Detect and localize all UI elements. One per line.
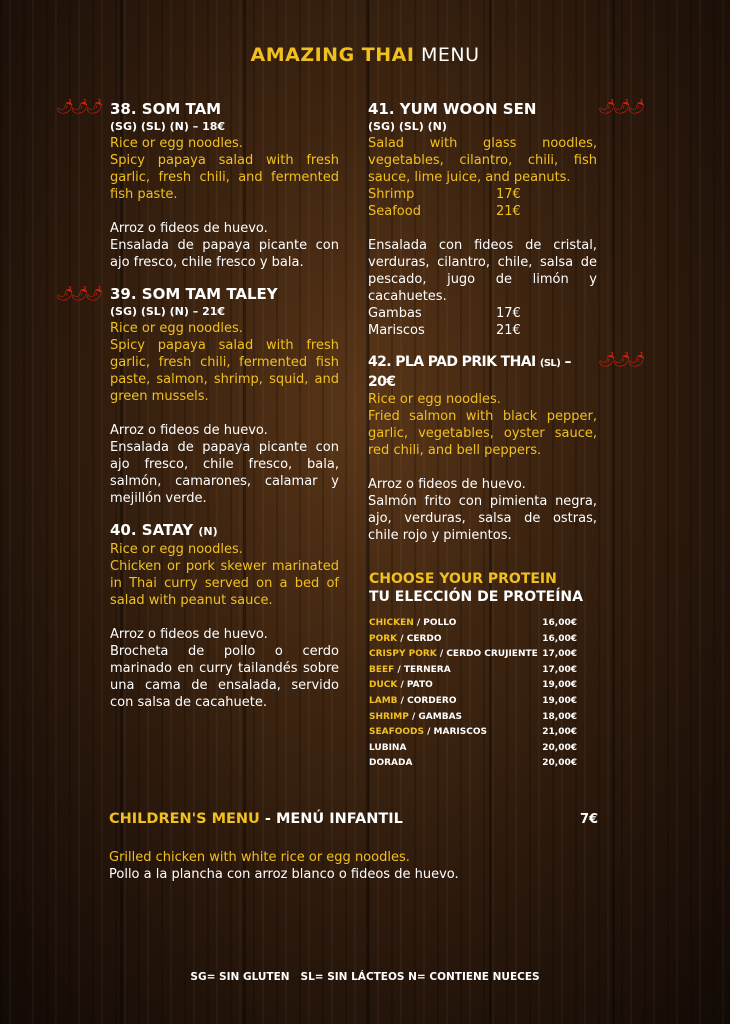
allergen-legend: SG= SIN GLUTEN SL= SIN LÁCTEOS N= CONTIENE NUECES — [190, 971, 540, 983]
price-row — [368, 305, 597, 322]
dish-42 — [368, 353, 597, 544]
price-name: Gambas — [368, 306, 422, 321]
protein-price: 19,00€ — [542, 680, 577, 691]
price-value: 17€ — [496, 187, 521, 202]
dish-price: – 20€ — [368, 354, 571, 390]
protein-row: CRISPY PORK / CERDO CRUJIENTE 17,00€ — [369, 647, 577, 663]
price-name: Shrimp — [368, 187, 415, 202]
dish-description-es: Salmón frito con pimienta negra, ajo, verduras, salsa de ostras, chile rojo y pimientos. — [368, 494, 597, 543]
protein-price: 17,00€ — [542, 649, 577, 660]
protein-row: SHRIMP / GAMBAS 18,00€ — [369, 710, 577, 726]
left-column — [110, 100, 339, 711]
protein-price: 20,00€ — [542, 758, 577, 769]
dish-description-en: Chicken or pork skewer marinated in Thai curry served on a bed of salad with peanut sauce. — [110, 559, 339, 608]
price-value: 21€ — [496, 323, 521, 338]
protein-row: CHICKEN / POLLO 16,00€ — [369, 616, 577, 632]
menu-title-brand: AMAZING THAI — [250, 44, 415, 66]
protein-title-en: CHOOSE YOUR PROTEIN — [369, 571, 557, 587]
menu-title-suffix: MENU — [420, 44, 480, 66]
dish-description-en: Salad with glass noodles, vegetables, cilantro, chili, fish sauce, lime juice, and peanuts. — [368, 136, 597, 185]
dish-40 — [110, 521, 339, 711]
protein-row: LUBINA 20,00€ — [369, 741, 577, 757]
protein-row: SEAFOODS / MARISCOS 21,00€ — [369, 725, 577, 741]
dish-tags: (SG) (SL) (N) – 18€ — [110, 120, 226, 133]
kids-title-en: CHILDREN'S MENU — [109, 811, 260, 827]
dish-41 — [368, 100, 597, 339]
dish-heading: 39. SOM TAM TALEY — [110, 285, 278, 303]
dish-heading: 42. PLA PAD PRIK THAI — [368, 354, 536, 370]
dish-heading: 38. SOM TAM — [110, 100, 222, 118]
dish-description-en: Spicy papaya salad with fresh garlic, fresh chili, fermented fish paste, salmon, shrimp, squid, and green mussels. — [110, 338, 339, 404]
price-row — [368, 203, 597, 220]
kids-title-es: - MENÚ INFANTIL — [259, 811, 403, 827]
dish-noodles-en: Rice or egg noodles. — [110, 542, 243, 557]
dish-description-es: Brocheta de pollo o cerdo marinado en curry tailandés sobre una cama de ensalada, servido con salsa de cacahuete. — [110, 644, 339, 710]
dish-heading: 41. YUM WOON SEN — [368, 100, 537, 118]
protein-row: DORADA 20,00€ — [369, 756, 577, 772]
protein-price: 16,00€ — [542, 633, 577, 644]
dish-description-es: Ensalada con fideos de cristal, verduras, cilantro, chile, salsa de pescado, jugo de limón y cacahuetes. — [368, 238, 597, 304]
kids-price: 7€ — [580, 812, 599, 827]
kids-description — [109, 849, 459, 883]
dish-noodles-en: Rice or egg noodles. — [110, 321, 243, 336]
dish-description-en: Fried salmon with black pepper, garlic, vegetables, oyster sauce, red chili, and bell peppers. — [368, 409, 597, 458]
chili-pepper-icon: 🌶🌶🌶 — [56, 99, 101, 115]
protein-price: 17,00€ — [542, 664, 577, 675]
chili-pepper-icon: 🌶🌶🌶 — [598, 99, 643, 115]
dish-tags: (SL) — [539, 358, 561, 369]
price-value: 21€ — [496, 204, 521, 219]
dish-noodles-en: Rice or egg noodles. — [368, 392, 501, 407]
price-row — [368, 322, 597, 339]
protein-price: 18,00€ — [542, 711, 577, 722]
dish-38 — [110, 100, 339, 271]
dish-tags: (SG) (SL) (N) — [368, 120, 447, 133]
dish-tags: (N) — [198, 525, 218, 538]
dish-noodles-en: Rice or egg noodles. — [110, 136, 243, 151]
dish-noodles-es: Arroz o fideos de huevo. — [110, 627, 268, 642]
protein-row: LAMB / CORDERO 19,00€ — [369, 694, 577, 710]
protein-title-es: TU ELECCIÓN DE PROTEÍNA — [369, 589, 583, 605]
chili-pepper-icon: 🌶🌶🌶 — [598, 352, 643, 368]
price-name: Seafood — [368, 204, 421, 219]
dish-tags: (SG) (SL) (N) – 21€ — [110, 305, 226, 318]
protein-table — [369, 616, 583, 772]
chili-pepper-icon: 🌶🌶🌶 — [56, 286, 101, 302]
dish-heading: 40. SATAY — [110, 521, 194, 539]
protein-price: 19,00€ — [542, 695, 577, 706]
protein-row: BEEF / TERNERA 17,00€ — [369, 663, 577, 679]
dish-noodles-es: Arroz o fideos de huevo. — [368, 477, 526, 492]
protein-row: PORK / CERDO 16,00€ — [369, 632, 577, 648]
kids-menu-title — [109, 811, 403, 827]
right-column — [368, 100, 597, 544]
protein-row: DUCK / PATO 19,00€ — [369, 678, 577, 694]
dish-description-en: Spicy papaya salad with fresh garlic, fresh chili, and fermented fish paste. — [110, 153, 339, 202]
protein-price: 21,00€ — [542, 727, 577, 738]
kids-description-es: Pollo a la plancha con arroz blanco o fideos de huevo. — [109, 867, 459, 882]
protein-price: 20,00€ — [542, 742, 577, 753]
dish-description-es: Ensalada de papaya picante con ajo fresco, chile fresco y bala. — [110, 238, 339, 270]
dish-noodles-es: Arroz o fideos de huevo. — [110, 221, 268, 236]
dish-description-es: Ensalada de papaya picante con ajo fresco, chile fresco, bala, salmón, camarones, calamar y mejillón verde. — [110, 440, 339, 506]
kids-description-en: Grilled chicken with white rice or egg noodles. — [109, 850, 410, 865]
price-value: 17€ — [496, 306, 521, 321]
price-row — [368, 186, 597, 203]
dish-noodles-es: Arroz o fideos de huevo. — [110, 423, 268, 438]
dish-39 — [110, 285, 339, 507]
protein-section — [369, 570, 583, 772]
menu-title — [0, 44, 730, 66]
price-name: Mariscos — [368, 323, 425, 338]
protein-price: 16,00€ — [542, 618, 577, 628]
